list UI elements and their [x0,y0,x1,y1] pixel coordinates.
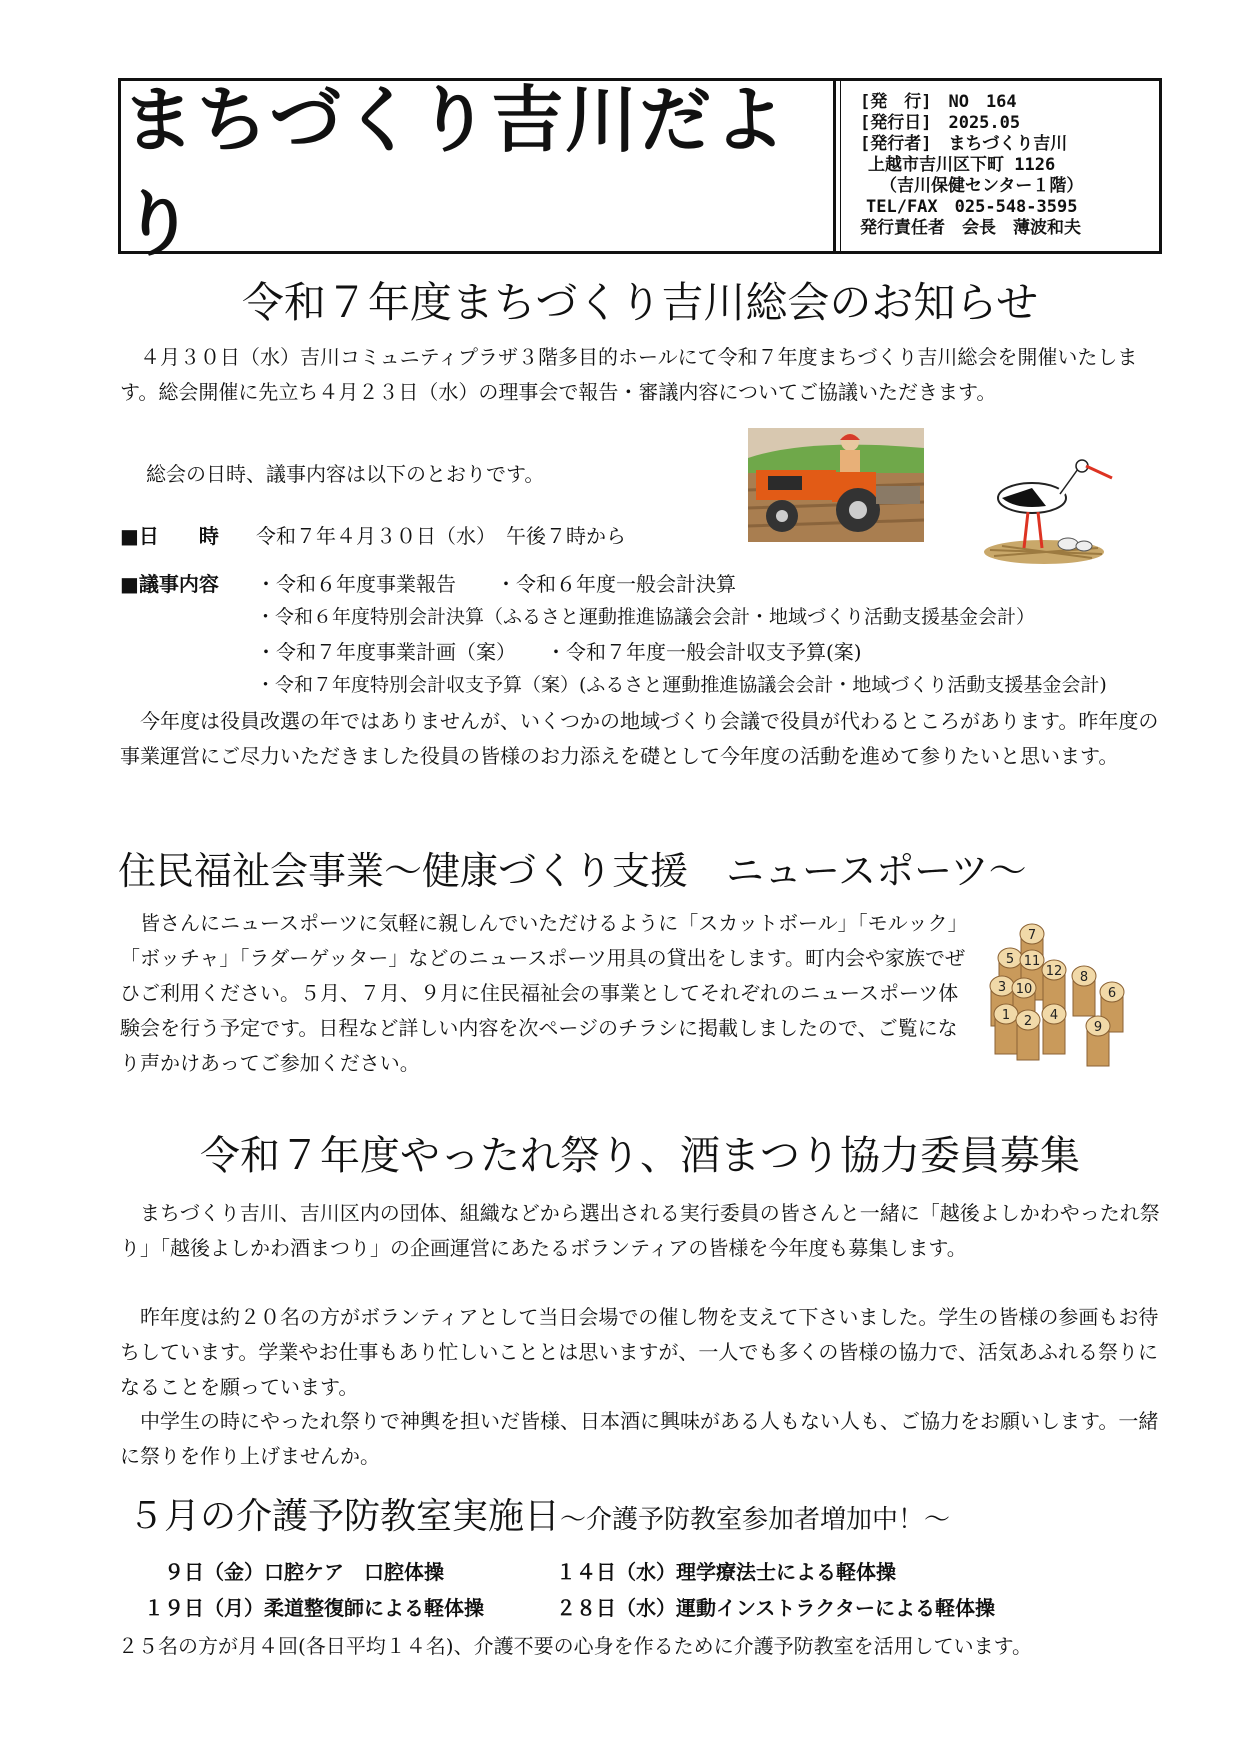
agenda-label: ■議事内容 [120,572,219,596]
section3-title: 令和７年度やったれ祭り、酒まつり協力委員募集 [200,1133,1080,1179]
schedule-item: ２８日（水）運動インストラクターによる軽体操 [556,1596,995,1620]
molkky-pin-number: 10 [1015,982,1033,997]
pub-responsible: 発行責任者 会長 薄波和夫 [860,218,1081,238]
molkky-pin-number: 2 [1023,1014,1033,1029]
section4-title [128,1488,950,1539]
section1-intro: ４月３０日（水）吉川コミュニティプラザ３階多目的ホールにて令和７年度まちづくり吉川総会を開催いたします。総会開催に先立ち４月２３日（水）の理事会で報告・審議内容についてご協議いただきます。 [120,345,1138,404]
masthead-divider [833,78,841,254]
pub-issue: [発 行] NO 164 [860,92,1017,112]
schedule-item: ９日（金）口腔ケア 口腔体操 [164,1560,444,1584]
section1-closing: 今年度は役員改選の年ではありませんが、いくつかの地域づくり会議で役員が代わるところがあります。昨年度の事業運営にご尽力いただきました役員の皆様のお力添えを礎として今年度の活動を進めて参りたいと思います。 [120,709,1159,768]
pub-building: （吉川保健センター１階） [880,176,1084,196]
molkky-pins-illustration [988,920,1138,1080]
molkky-pin-number: 8 [1079,970,1089,985]
section2-body: 皆さんにニュースポーツに気軽に親しんでいただけるように「スカットボール」「モルック」「ボッチャ」「ラダーゲッター」などのニュースポーツ用具の貸出をします。町内会や家族でぜひご利用ください。５月、７月、９月に住民福祉会の事業としてそれぞれのニュースポーツ体験会を行う予定です。日程など詳しい内容を次ページのチラシに掲載しましたので、ご覧になり声かけあってご参加ください。 [120,911,965,1075]
section4-title-sub: ～介護予防教室参加者増加中！～ [560,1505,951,1535]
molkky-pin [1042,1004,1066,1054]
molkky-pin-number: 1 [1001,1008,1011,1023]
section3-paragraph: 昨年度は約２０名の方がボランティアとして当日会場での催し物を支えて下さいました。学生の皆様の参画もお待ちしています。学業やお仕事もあり忙しいこととは思いますが、一人でも多くの皆様の協力で、活気あふれる祭りになることを願っています。 [120,1305,1159,1399]
molkky-pin-number: 12 [1045,964,1063,979]
molkky-pin-number: 9 [1093,1020,1103,1035]
molkky-pin-number: 5 [1005,952,1015,967]
tractor-illustration [748,428,924,542]
molkky-pin [1016,1010,1040,1060]
molkky-pin [1086,1016,1110,1066]
molkky-pin-number: 6 [1107,986,1117,1001]
agenda-item: ・令和６年度特別会計決算（ふるさと運動推進協議会会計・地域づくり活動支援基金会計） [256,606,1036,628]
agenda-item: ・令和７年度特別会計収支予算（案）(ふるさと運動推進協議会会計・地域づくり活動支援基金会計) [256,674,1107,696]
section3-paragraph: まちづくり吉川、吉川区内の団体、組織などから選出される実行委員の皆さんと一緒に「越後よしかわやったれ祭り」「越後よしかわ酒まつり」の企画運営にあたるボランティアの皆様を今年度も募集します。 [120,1201,1160,1260]
section1-intro2: 総会の日時、議事内容は以下のとおりです。 [146,462,545,486]
agenda-item: ・令和７年度事業計画（案） ・令和７年度一般会計収支予算(案) [256,640,862,664]
section3-paragraph: 中学生の時にやったれ祭りで神輿を担いだ皆様、日本酒に興味がある人もない人も、ご協力をお願いします。一緒に祭りを作り上げませんか。 [120,1409,1159,1468]
pub-publisher: [発行者] まちづくり吉川 [860,134,1068,154]
date-label: ■日 時 [120,524,219,548]
pub-phone: TEL/FAX 025-548-3595 [866,197,1078,217]
molkky-pin-number: 4 [1049,1008,1059,1023]
schedule-item: １４日（水）理学療法士による軽体操 [556,1560,896,1584]
molkky-pin-number: 7 [1027,928,1037,943]
stork-illustration [972,458,1120,570]
section2-title: 住民福祉会事業～健康づくり支援 ニュースポーツ～ [118,849,1027,893]
molkky-pin [1042,960,1066,1010]
molkky-pin [994,1004,1018,1054]
molkky-pin-number: 11 [1023,954,1041,969]
schedule-item: １９日（月）柔道整復師による軽体操 [144,1596,484,1620]
agenda-item: ・令和６年度事業報告 ・令和６年度一般会計決算 [256,572,736,596]
section4-footer: ２５名の方が月４回(各日平均１４名)、介護不要の心身を作るために介護予防教室を活用しています。 [118,1634,1033,1658]
molkky-pin-number: 3 [997,980,1007,995]
pub-address: 上越市吉川区下町 1126 [868,155,1056,175]
newsletter-title: まちづくり吉川だより [122,78,788,266]
section4-title-main: ５月の介護予防教室実施日 [128,1496,561,1537]
section1-title: 令和７年度まちづくり吉川総会のお知らせ [241,278,1039,327]
molkky-pin [1072,966,1096,1016]
date-value: 令和７年４月３０日（水） 午後７時から [256,524,626,548]
pub-date: [発行日] 2025.05 [860,113,1021,133]
